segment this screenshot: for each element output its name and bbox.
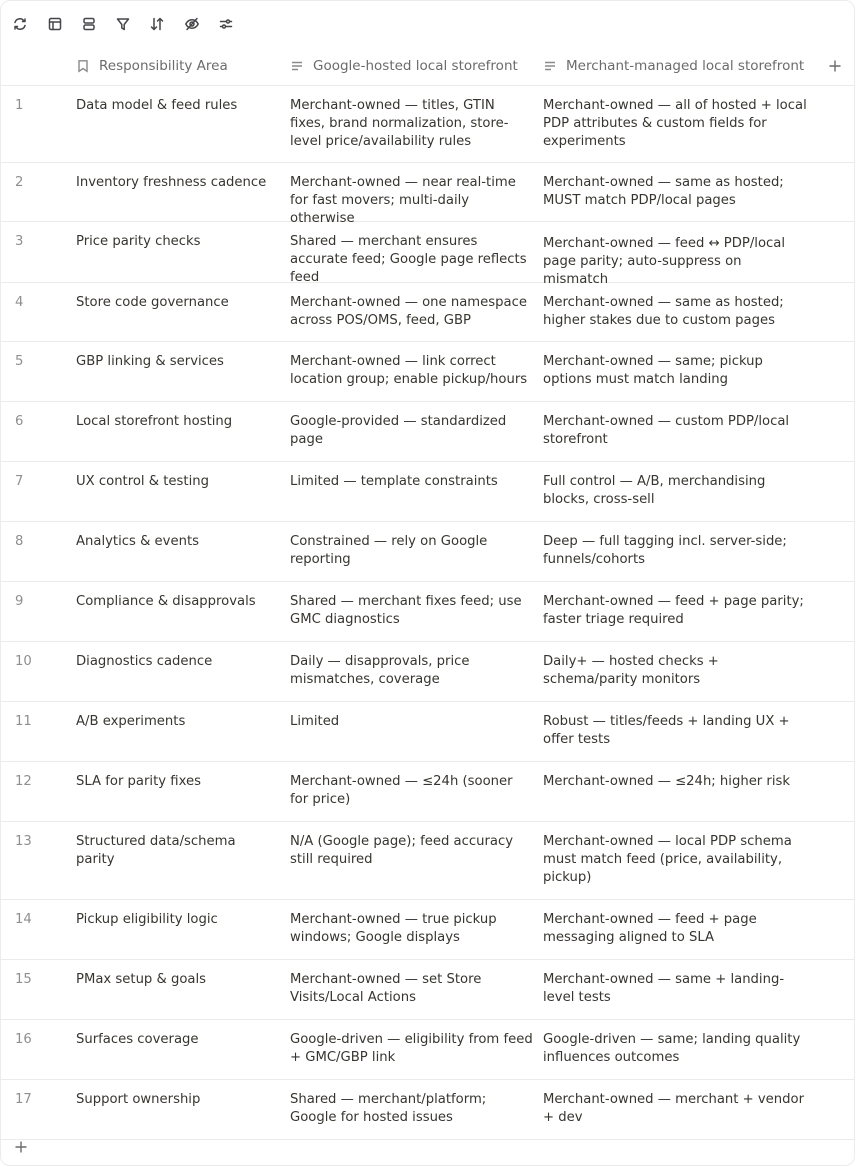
refresh-button[interactable] — [10, 14, 30, 34]
table-row[interactable] — [1, 762, 854, 822]
cell-google-hosted[interactable]: Daily — disapprovals, price mismatches, coverage — [290, 654, 470, 687]
filter-icon — [115, 16, 131, 32]
row-number: 2 — [15, 175, 24, 190]
cell-responsibility-area[interactable]: Compliance & disapprovals — [76, 594, 256, 609]
cell-merchant-managed[interactable]: Merchant-owned — ≤24h; higher risk — [543, 774, 791, 789]
table-header — [1, 47, 854, 86]
table-row[interactable] — [1, 163, 854, 226]
table-row[interactable] — [1, 222, 854, 287]
cell-google-hosted[interactable]: Shared — merchant fixes feed; use GMC diagnostics — [290, 594, 522, 627]
table-row[interactable] — [1, 402, 854, 462]
row-number: 6 — [15, 414, 24, 429]
column-label: Google-hosted local storefront — [313, 58, 518, 74]
cell-responsibility-area[interactable]: Price parity checks — [76, 234, 201, 249]
column-header-google-hosted[interactable] — [290, 47, 518, 85]
cell-google-hosted[interactable]: Google-provided — standardized page — [290, 414, 507, 447]
column-header-merchant-managed[interactable] — [543, 47, 804, 85]
row-number: 11 — [15, 714, 32, 729]
cell-google-hosted[interactable]: Limited — [290, 714, 340, 729]
hide-fields-button[interactable] — [182, 14, 202, 34]
row-number: 10 — [15, 654, 32, 669]
layout-icon — [47, 16, 63, 32]
cell-responsibility-area[interactable]: Surfaces coverage — [76, 1032, 199, 1047]
plus-icon — [828, 59, 842, 73]
table-row[interactable] — [1, 960, 854, 1020]
row-number: 1 — [15, 98, 24, 113]
cell-google-hosted[interactable]: Merchant-owned — ≤24h (sooner for price) — [290, 774, 513, 807]
row-number: 4 — [15, 295, 24, 310]
column-header-responsibility-area[interactable] — [76, 47, 228, 85]
row-number: 9 — [15, 594, 24, 609]
cell-responsibility-area[interactable]: Pickup eligibility logic — [76, 912, 218, 927]
cell-merchant-managed[interactable]: Deep — full tagging incl. server-side; funnels/cohorts — [543, 534, 787, 567]
cell-responsibility-area[interactable]: UX control & testing — [76, 474, 209, 489]
cell-google-hosted[interactable]: Merchant-owned — near real-time for fast movers; multi-daily otherwise — [290, 175, 516, 226]
refresh-icon — [12, 16, 28, 32]
toolbar — [1, 1, 854, 47]
cell-merchant-managed[interactable]: Merchant-owned — same as hosted; higher stakes due to custom pages — [543, 295, 784, 328]
group-icon — [81, 16, 97, 32]
sort-button[interactable] — [147, 14, 167, 34]
cell-merchant-managed[interactable]: Merchant-owned — custom PDP/local storefront — [543, 414, 790, 447]
table-row[interactable] — [1, 702, 854, 762]
table-row[interactable] — [1, 582, 854, 642]
cell-responsibility-area[interactable]: Analytics & events — [76, 534, 199, 549]
add-column-button[interactable] — [825, 56, 845, 76]
cell-merchant-managed[interactable]: Merchant-owned — same + landing-level tests — [543, 972, 785, 1005]
cell-merchant-managed[interactable]: Google-driven — same; landing quality influences outcomes — [543, 1032, 801, 1065]
cell-responsibility-area[interactable]: A/B experiments — [76, 714, 186, 729]
table-row[interactable] — [1, 342, 854, 402]
cell-merchant-managed[interactable]: Merchant-owned — merchant + vendor + dev — [543, 1092, 804, 1125]
table-row[interactable] — [1, 522, 854, 582]
cell-responsibility-area[interactable]: SLA for parity fixes — [76, 774, 201, 789]
cell-merchant-managed[interactable]: Robust — titles/feeds + landing UX + offer tests — [543, 714, 790, 747]
cell-google-hosted[interactable]: Merchant-owned — set Store Visits/Local Actions — [290, 972, 482, 1005]
row-number: 8 — [15, 534, 24, 549]
sort-icon — [149, 16, 165, 32]
cell-responsibility-area[interactable]: Structured data/schema parity — [76, 834, 236, 867]
cell-responsibility-area[interactable]: Data model & feed rules — [76, 98, 238, 113]
table-row[interactable] — [1, 822, 854, 900]
cell-responsibility-area[interactable]: GBP linking & services — [76, 354, 224, 369]
cell-google-hosted[interactable]: N/A (Google page); feed accuracy still required — [290, 834, 514, 867]
table-body — [1, 86, 854, 1140]
cell-google-hosted[interactable]: Limited — template constraints — [290, 474, 498, 489]
cell-merchant-managed[interactable]: Daily+ — hosted checks + schema/parity monitors — [543, 654, 719, 687]
filter-button[interactable] — [113, 14, 133, 34]
cell-merchant-managed[interactable]: Merchant-owned — feed + page parity; faster triage required — [543, 594, 804, 627]
cell-merchant-managed[interactable]: Merchant-owned — same; pickup options must match landing — [543, 354, 763, 387]
cell-google-hosted[interactable]: Google-driven — eligibility from feed + GMC/GBP link — [290, 1032, 533, 1065]
cell-merchant-managed[interactable]: Merchant-owned — all of hosted + local PDP attributes & custom fields for experiments — [543, 98, 807, 149]
column-label: Merchant-managed local storefront — [566, 58, 805, 74]
hide-icon — [184, 16, 200, 32]
row-number: 5 — [15, 354, 24, 369]
cell-merchant-managed[interactable]: Full control — A/B, merchandising blocks, cross-sell — [543, 474, 766, 507]
cell-responsibility-area[interactable]: Local storefront hosting — [76, 414, 233, 429]
layout-button[interactable] — [45, 14, 65, 34]
plus-icon — [14, 1140, 28, 1154]
cell-google-hosted[interactable]: Shared — merchant/platform; Google for hosted issues — [290, 1092, 487, 1125]
cell-responsibility-area[interactable]: Store code governance — [76, 295, 229, 310]
table-row[interactable] — [1, 86, 854, 163]
cell-merchant-managed[interactable]: Merchant-owned — feed ↔ PDP/local page parity; auto-suppress on mismatch — [543, 236, 786, 287]
group-button[interactable] — [79, 14, 99, 34]
text-lines-icon — [290, 59, 304, 73]
settings-sliders-icon — [218, 16, 234, 32]
table-row[interactable] — [1, 1080, 854, 1140]
settings-button[interactable] — [216, 14, 236, 34]
row-number: 3 — [15, 234, 24, 249]
column-label: Responsibility Area — [99, 58, 228, 74]
row-number: 12 — [15, 774, 32, 789]
row-number: 7 — [15, 474, 24, 489]
row-number: 14 — [15, 912, 32, 927]
cell-responsibility-area[interactable]: Diagnostics cadence — [76, 654, 213, 669]
row-number: 13 — [15, 834, 32, 849]
table-row[interactable] — [1, 900, 854, 960]
table-row[interactable] — [1, 642, 854, 702]
cell-google-hosted[interactable]: Merchant-owned — titles, GTIN fixes, brand normalization, store-level price/availability rules — [290, 98, 509, 149]
cell-responsibility-area[interactable]: PMax setup & goals — [76, 972, 207, 987]
table-row[interactable] — [1, 1020, 854, 1080]
cell-responsibility-area[interactable]: Inventory freshness cadence — [76, 175, 267, 190]
add-row-button[interactable] — [11, 1137, 31, 1157]
row-number: 15 — [15, 972, 32, 987]
cell-merchant-managed[interactable]: Merchant-owned — local PDP schema must match feed (price, availability, pickup) — [543, 834, 792, 885]
cell-google-hosted[interactable]: Shared — merchant ensures accurate feed; Google page reflects feed — [290, 234, 527, 285]
cell-google-hosted[interactable]: Constrained — rely on Google reporting — [290, 534, 488, 567]
row-number: 16 — [15, 1032, 32, 1047]
cell-responsibility-area[interactable]: Support ownership — [76, 1092, 201, 1107]
cell-google-hosted[interactable]: Merchant-owned — link correct location group; enable pickup/hours — [290, 354, 528, 387]
bookmark-icon — [76, 59, 90, 73]
cell-google-hosted[interactable]: Merchant-owned — one namespace across POS/OMS, feed, GBP — [290, 295, 527, 328]
cell-merchant-managed[interactable]: Merchant-owned — feed + page messaging aligned to SLA — [543, 912, 757, 945]
cell-google-hosted[interactable]: Merchant-owned — true pickup windows; Google displays — [290, 912, 497, 945]
row-number: 17 — [15, 1092, 32, 1107]
table-row[interactable] — [1, 283, 854, 342]
table-row[interactable] — [1, 462, 854, 522]
cell-merchant-managed[interactable]: Merchant-owned — same as hosted; MUST match PDP/local pages — [543, 175, 784, 208]
text-lines-icon — [543, 59, 557, 73]
